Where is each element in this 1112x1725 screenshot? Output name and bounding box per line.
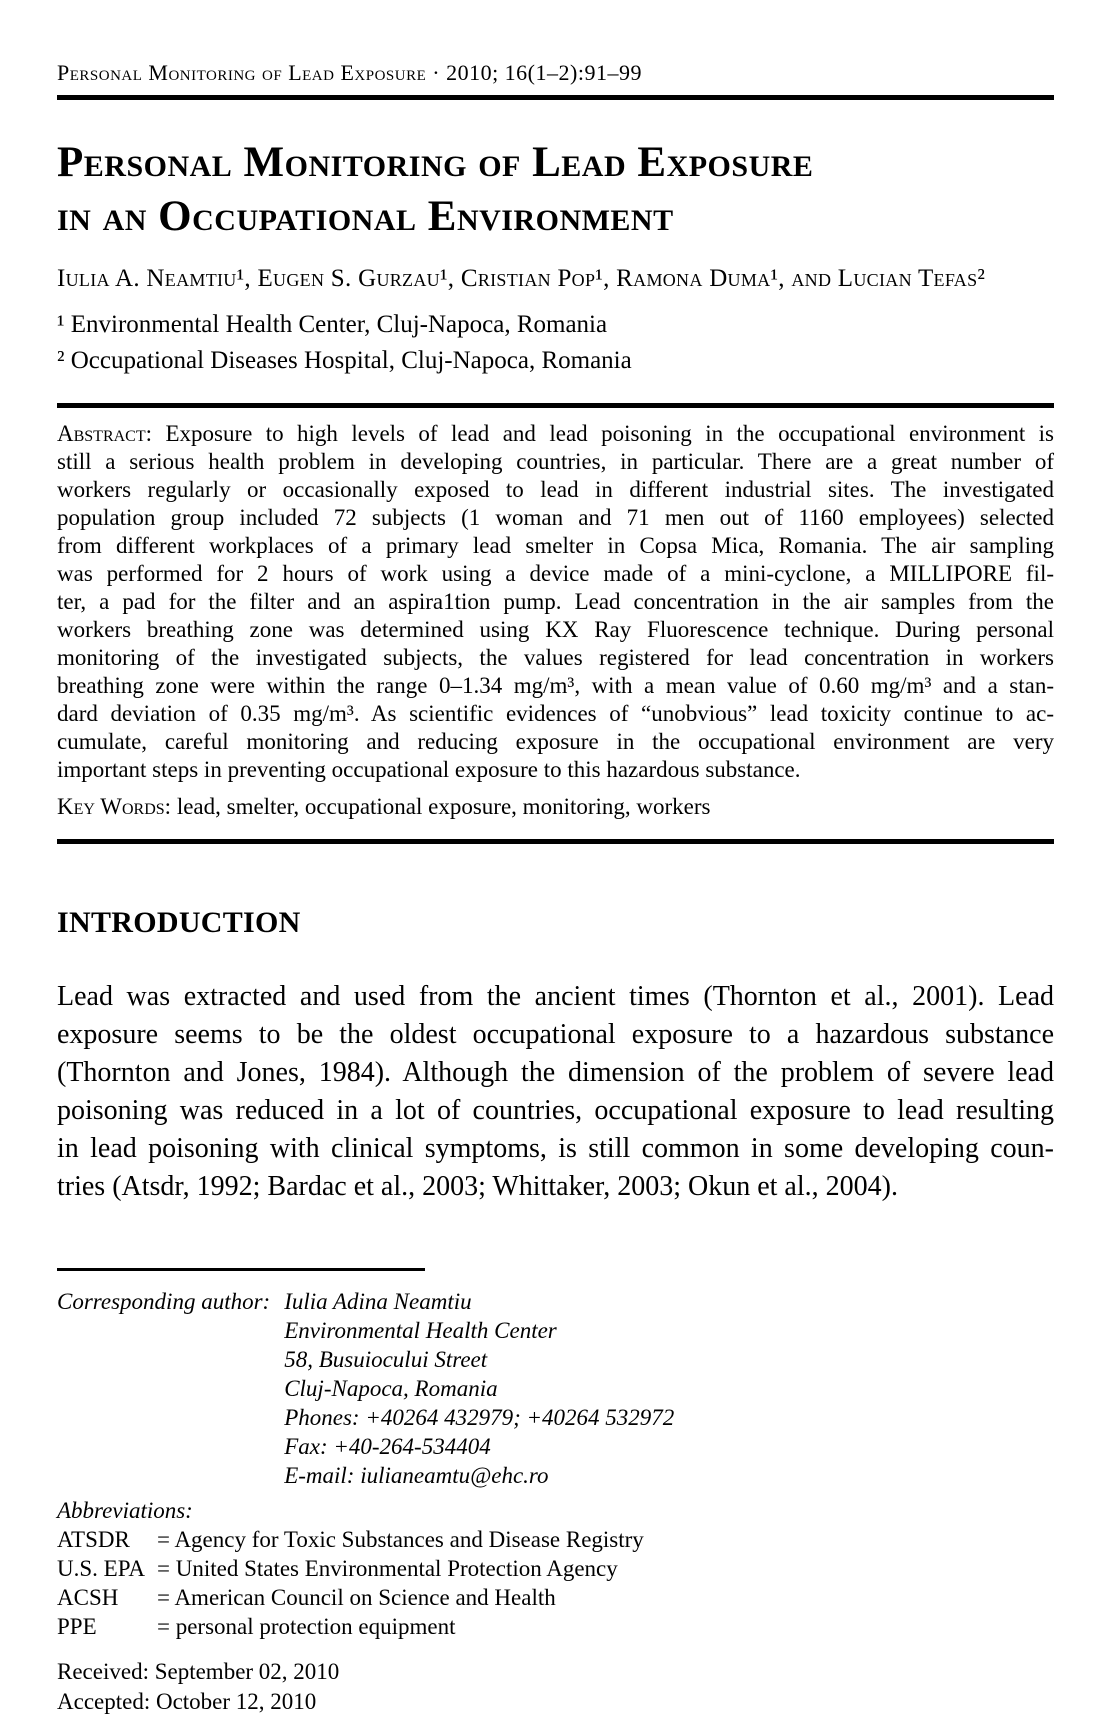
keywords-label: Key Words: [57, 794, 172, 819]
abstract-line: important steps in preventing occupational exposure to this hazardous substance. [57, 757, 801, 782]
abbreviations-label: Abbreviations: [57, 1498, 193, 1523]
abbreviation-definition: = American Council on Science and Health [157, 1585, 556, 1610]
introduction-line: Lead was extracted and used from the ancient times (Thornton et al., 2001). Lead [57, 981, 1054, 1012]
authors-line: Iulia A. Neamtiu¹, Eugen S. Gurzau¹, Cristian Pop¹, Ramona Duma¹, and Lucian Tefas² [57, 265, 986, 292]
abbreviation-row [57, 1612, 1054, 1641]
introduction-paragraph [57, 978, 1054, 1206]
abstract-line: ter, a pad for the filter and an aspira1tion pump. Lead concentration in the air samples from the [57, 589, 1054, 614]
abbreviation-term: PPE [57, 1614, 97, 1639]
corresponding-author-city: Cluj-Napoca, Romania [284, 1376, 498, 1401]
abstract-paragraph [57, 420, 1054, 784]
abstract-line: monitoring of the investigated subjects, the values registered for lead concentration in workers [57, 645, 1054, 670]
corresponding-author-label: Corresponding author: [57, 1289, 271, 1314]
affiliation-1: ¹ Environmental Health Center, Cluj-Napoca, Romania [57, 311, 608, 338]
abbreviation-row [57, 1525, 1054, 1554]
introduction-heading: INTRODUCTION [57, 906, 301, 939]
abbreviation-definition: = United States Environmental Protection Agency [157, 1556, 618, 1581]
dates-block [57, 1657, 1054, 1717]
introduction-line: exposure seems to be the oldest occupational exposure to a hazardous substance [57, 1019, 1054, 1050]
corresponding-author-details [284, 1287, 674, 1490]
abbreviation-term: ACSH [57, 1585, 119, 1610]
footnote-block [57, 1287, 1054, 1717]
keywords-text: lead, smelter, occupational exposure, monitoring, workers [176, 794, 711, 819]
corresponding-author-name: Iulia Adina Neamtiu [284, 1289, 472, 1314]
introduction-line: in lead poisoning with clinical symptoms, is still common in some developing coun- [57, 1133, 1054, 1164]
abbreviations-list [57, 1525, 1054, 1641]
article-title-line-1: Personal Monitoring of Lead Exposure [57, 139, 814, 186]
abstract-line: workers breathing zone was determined using KX Ray Fluorescence technique. During personal [57, 617, 1054, 642]
abstract-rule-bottom [57, 839, 1054, 844]
abbreviation-term: ATSDR [57, 1527, 130, 1552]
abstract-line: cumulate, careful monitoring and reducing exposure in the occupational environment are very [57, 729, 1054, 754]
keywords-line [57, 793, 1054, 821]
received-line: Received: September 02, 2010 [57, 1659, 340, 1684]
abstract-line: still a serious health problem in developing countries, in particular. There are a great number of [57, 449, 1054, 474]
abbreviation-definition: = Agency for Toxic Substances and Disease Registry [157, 1527, 644, 1552]
introduction-line: poisoning was reduced in a lot of countries, occupational exposure to lead resulting [57, 1095, 1054, 1126]
header-rule [57, 95, 1054, 100]
article-title [57, 136, 1054, 244]
abstract-line: breathing zone were within the range 0–1.34 mg/m³, with a mean value of 0.60 mg/m³ and a stan- [57, 673, 1054, 698]
affiliation-2: ² Occupational Diseases Hospital, Cluj-Napoca, Romania [57, 347, 632, 374]
abbreviation-row [57, 1583, 1054, 1612]
corresponding-author-fax: Fax: +40-264-534404 [284, 1434, 491, 1459]
introduction-line: (Thornton and Jones, 1984). Although the dimension of the problem of severe lead [57, 1057, 1054, 1088]
corresponding-author-block [57, 1287, 1054, 1490]
corresponding-author-street: 58, Busuiocului Street [284, 1347, 488, 1372]
affiliations [57, 307, 1054, 379]
abbreviation-row [57, 1554, 1054, 1583]
corresponding-author-org: Environmental Health Center [284, 1318, 557, 1343]
abstract-line: from different workplaces of a primary lead smelter in Copsa Mica, Romania. The air sampling [57, 533, 1054, 558]
running-head: Personal Monitoring of Lead Exposure · 2010; 16(1–2):91–99 [57, 60, 642, 85]
accepted-line: Accepted: October 12, 2010 [57, 1689, 317, 1714]
abbreviation-definition: = personal protection equipment [157, 1614, 456, 1639]
article-title-line-2: in an Occupational Environment [57, 193, 674, 240]
abstract-line: Abstract: Exposure to high levels of lead and lead poisoning in the occupational environment is [57, 421, 1054, 446]
footnote-rule [57, 1268, 425, 1271]
abbreviation-term: U.S. EPA [57, 1556, 145, 1581]
abstract-rule-top [57, 403, 1054, 408]
corresponding-author-email: E-mail: iulianeamtu@ehc.ro [284, 1463, 549, 1488]
introduction-line: tries (Atsdr, 1992; Bardac et al., 2003; Whittaker, 2003; Okun et al., 2004). [57, 1171, 898, 1202]
abstract-label: Abstract: [57, 421, 153, 446]
abstract-line: dard deviation of 0.35 mg/m³. As scientific evidences of “unobvious” lead toxicity continue to ac- [57, 701, 1054, 726]
corresponding-author-phones: Phones: +40264 432979; +40264 532972 [284, 1405, 675, 1430]
abstract-line: population group included 72 subjects (1 woman and 71 men out of 1160 employees) selected [57, 505, 1054, 530]
abstract-line: workers regularly or occasionally exposed to lead in different industrial sites. The investigated [57, 477, 1054, 502]
abstract-line: was performed for 2 hours of work using a device made of a mini-cyclone, a MILLIPORE fil- [57, 561, 1054, 586]
